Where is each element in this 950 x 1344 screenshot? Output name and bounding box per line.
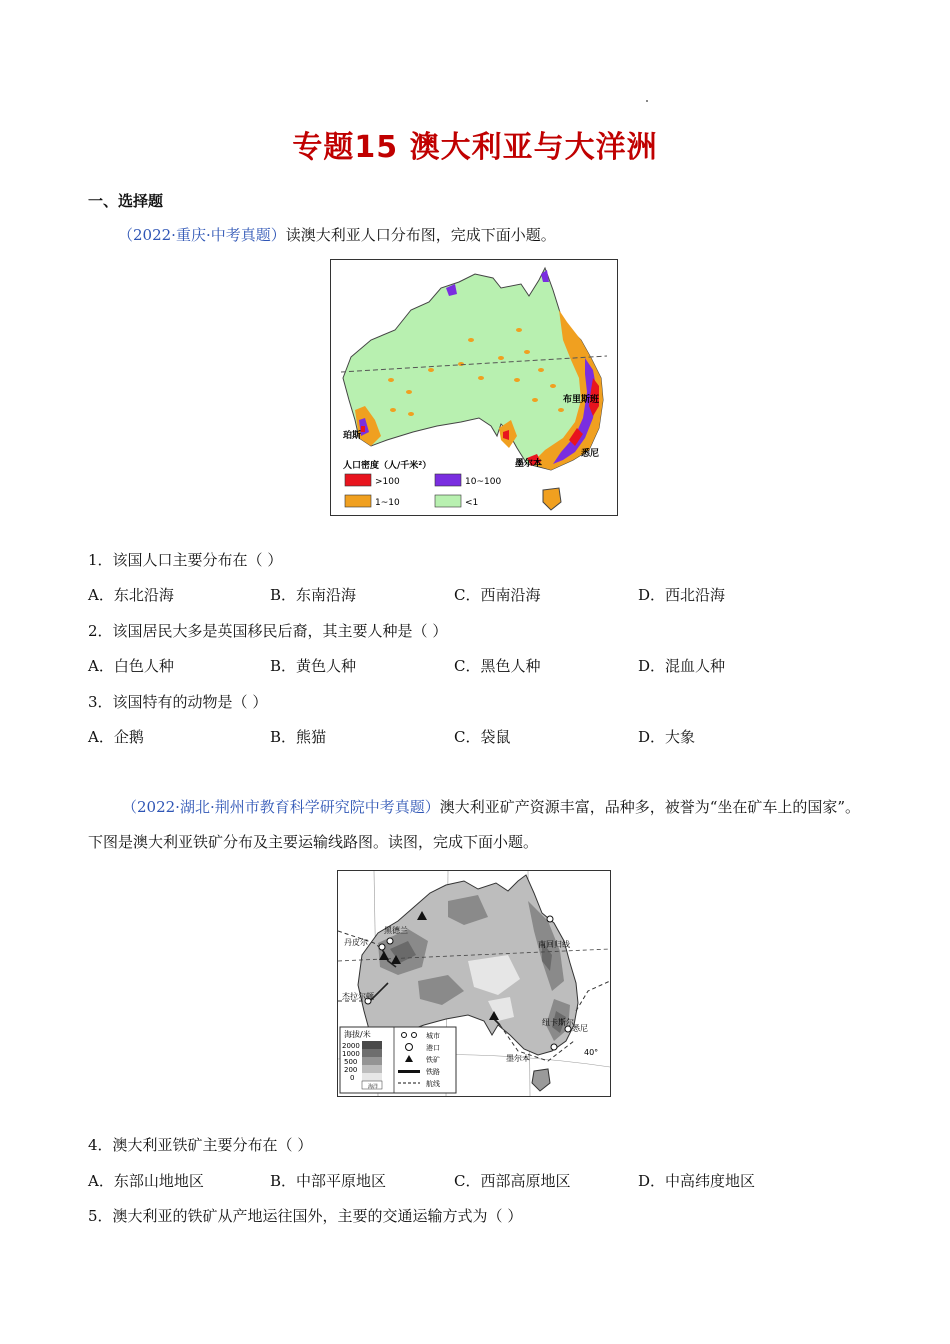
page-speck: [646, 100, 648, 102]
q4-option-b[interactable]: B．中部平原地区: [270, 1172, 387, 1190]
q1-option-c[interactable]: C．西南沿海: [454, 586, 541, 604]
map2-place-sydney: 悉尼: [572, 1024, 588, 1033]
map1-city-perth: 珀斯: [343, 431, 362, 441]
map2-elev-200: 200: [344, 1066, 358, 1074]
q1-option-d[interactable]: D．西北沿海: [638, 586, 726, 604]
q4-option-d[interactable]: D．中高纬度地区: [638, 1172, 756, 1190]
legend-label-10-100: 10~100: [465, 477, 502, 487]
q3-option-a[interactable]: A．企鹅: [88, 728, 144, 746]
question-1: 1．该国人口主要分布在（ ）: [88, 551, 283, 569]
population-map-figure: [330, 259, 618, 516]
q2-option-b[interactable]: B．黄色人种: [270, 657, 357, 675]
page-title: 专题15 澳大利亚与大洋洲: [292, 130, 658, 165]
q4-option-c[interactable]: C．西部高原地区: [454, 1172, 571, 1190]
legend-swatch-1-10: [345, 495, 371, 507]
legend-swatch-under1: [435, 495, 461, 507]
map2-symbol-port: 港口: [426, 1044, 440, 1052]
map2-place-port-hedland: 黑德兰: [384, 926, 408, 935]
group2-intro: [88, 790, 863, 860]
q2-option-d[interactable]: D．混血人种: [638, 657, 726, 675]
map2-symbol-route: 航线: [426, 1080, 440, 1088]
group1-intro: [88, 218, 863, 253]
map2-legend-title: 海拔/米: [344, 1030, 371, 1039]
question-5: 5．澳大利亚的铁矿从产地运往国外，主要的交通运输方式为（ ）: [88, 1207, 523, 1225]
map1-city-melbourne: 墨尔本: [515, 459, 543, 469]
group2-source: （2022·湖北·荆州市教育科学研究院中考真题）: [122, 798, 440, 816]
question-2: 2．该国居民大多是英国移民后裔，其主要人种是（ ）: [88, 622, 448, 640]
legend-swatch-10-100: [435, 474, 461, 486]
map1-legend-title: 人口密度（人/千米²）: [343, 461, 432, 471]
q2-option-c[interactable]: C．黑色人种: [454, 657, 541, 675]
map2-elev-0: 0: [350, 1074, 355, 1082]
q2-option-a[interactable]: A．白色人种: [88, 657, 174, 675]
map1-city-brisbane: 布里斯班: [563, 395, 600, 405]
map2-elev-2000: 2000: [342, 1042, 360, 1050]
legend-swatch-over100: [345, 474, 371, 486]
population-map: [331, 260, 617, 515]
legend-label-over100: >100: [375, 477, 400, 487]
q1-option-a[interactable]: A．东北沿海: [88, 586, 174, 604]
q3-option-b[interactable]: B．熊猫: [270, 728, 327, 746]
map2-place-geraldton: 杰拉尔顿: [342, 992, 374, 1001]
map2-place-dampier: 丹皮尔: [344, 938, 368, 947]
group1-source: （2022·重庆·中考真题）: [118, 226, 286, 244]
map2-elev-500: 500: [344, 1058, 358, 1066]
map2-place-tropic: 南回归线: [538, 940, 570, 949]
question-3: 3．该国特有的动物是（ ）: [88, 693, 268, 711]
map2-place-newcastle: 纽卡斯尔: [542, 1018, 574, 1027]
map2-symbol-city: 城市: [426, 1032, 440, 1040]
question-4: 4．澳大利亚铁矿主要分布在（ ）: [88, 1136, 313, 1154]
legend-label-1-10: 1~10: [375, 498, 400, 508]
iron-ore-map-figure: [337, 870, 611, 1097]
map2-elev-1000: 1000: [342, 1050, 360, 1058]
map1-city-sydney: 悉尼: [581, 449, 600, 459]
q1-option-b[interactable]: B．东南沿海: [270, 586, 357, 604]
map2-sea-label: 海洋: [368, 1084, 379, 1090]
port-symbol-icon: [406, 1044, 413, 1051]
map2-symbol-mine: 铁矿: [426, 1056, 440, 1064]
iron-ore-map: [338, 871, 610, 1096]
q3-option-d[interactable]: D．大象: [638, 728, 696, 746]
section-heading: 一、选择题: [88, 192, 164, 210]
group2-text: 澳大利亚矿产资源丰富，品种多，被誉为“坐在矿车上的国家”。下图是澳大利亚铁矿分布及主要运输线路图。读图，完成下面小题。: [88, 798, 861, 851]
group1-text: 读澳大利亚人口分布图，完成下面小题。: [285, 226, 556, 244]
map2-lat-label: 40°: [584, 1048, 599, 1057]
q3-option-c[interactable]: C．袋鼠: [454, 728, 511, 746]
legend-label-under1: <1: [465, 498, 479, 508]
map2-place-melbourne: 墨尔本: [506, 1054, 530, 1063]
city-symbol-icon: [402, 1033, 407, 1038]
railway-symbol-icon: [398, 1070, 420, 1073]
map2-symbol-railway: 铁路: [426, 1068, 440, 1076]
q4-option-a[interactable]: A．东部山地地区: [88, 1172, 204, 1190]
